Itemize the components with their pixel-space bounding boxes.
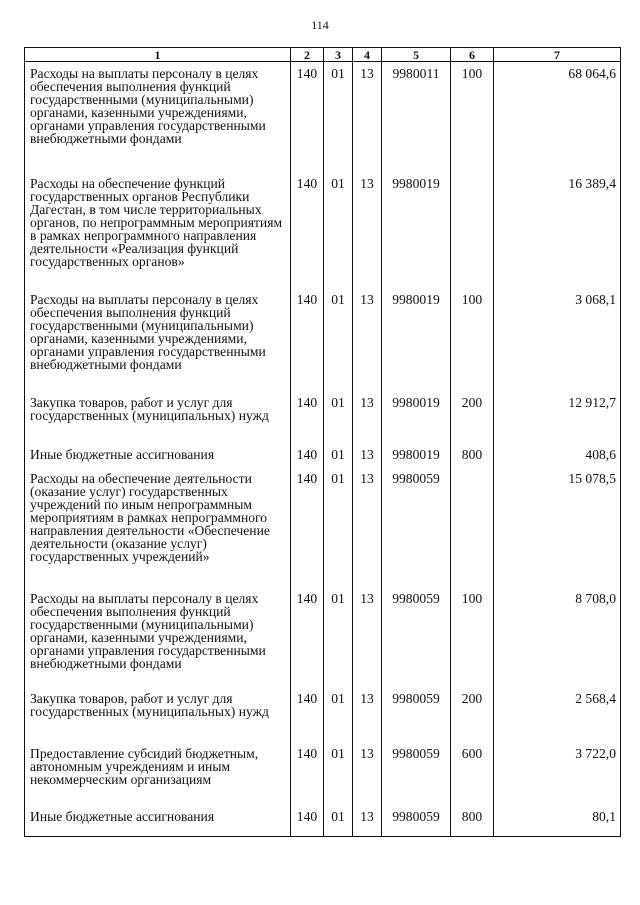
row-code-col5: 9980019 [382, 288, 451, 391]
row-code-col5: 9980019 [382, 172, 451, 288]
row-amount: 8 708,0 [494, 587, 621, 687]
row-code-col4: 13 [353, 587, 382, 687]
row-code-col3: 01 [324, 805, 353, 837]
column-header-2: 2 [291, 48, 324, 62]
budget-table [24, 47, 621, 837]
column-header-7: 7 [494, 48, 621, 62]
row-code-col5: 9980011 [382, 62, 451, 172]
row-name: Иные бюджетные ассигнования [25, 443, 291, 467]
row-code-col4: 13 [353, 805, 382, 837]
row-code-col5: 9980059 [382, 467, 451, 587]
table-row [25, 687, 621, 742]
row-code-col6: 100 [451, 62, 494, 172]
row-code-col4: 13 [353, 443, 382, 467]
row-amount: 80,1 [494, 805, 621, 837]
row-code-col3: 01 [324, 62, 353, 172]
column-header-4: 4 [353, 48, 382, 62]
row-code-col5: 9980019 [382, 443, 451, 467]
row-name: Предоставление субсидий бюджетным, автономным учреждениям и иным некоммерческим организациям [25, 742, 291, 805]
row-code-col6: 100 [451, 587, 494, 687]
row-code-col2: 140 [291, 172, 324, 288]
column-header-5: 5 [382, 48, 451, 62]
row-amount: 12 912,7 [494, 391, 621, 443]
row-code-col6: 600 [451, 742, 494, 805]
row-code-col4: 13 [353, 391, 382, 443]
row-code-col3: 01 [324, 288, 353, 391]
row-code-col2: 140 [291, 467, 324, 587]
table-header-row [25, 48, 621, 62]
row-code-col6 [451, 467, 494, 587]
row-name: Расходы на выплаты персоналу в целях обеспечения выполнения функций государственными (муниципальными) органами, казенными учреждениями, органами управления государственными внебюджетными фондами [25, 587, 291, 687]
row-code-col5: 9980059 [382, 742, 451, 805]
row-code-col4: 13 [353, 467, 382, 587]
row-code-col3: 01 [324, 587, 353, 687]
row-code-col3: 01 [324, 391, 353, 443]
row-code-col6: 800 [451, 443, 494, 467]
table-row [25, 391, 621, 443]
row-code-col4: 13 [353, 288, 382, 391]
table-row [25, 62, 621, 172]
row-amount: 68 064,6 [494, 62, 621, 172]
table-row [25, 443, 621, 467]
row-amount: 16 389,4 [494, 172, 621, 288]
row-code-col4: 13 [353, 62, 382, 172]
row-code-col6: 800 [451, 805, 494, 837]
row-code-col3: 01 [324, 687, 353, 742]
table-row [25, 172, 621, 288]
row-amount: 2 568,4 [494, 687, 621, 742]
row-code-col3: 01 [324, 443, 353, 467]
table-row [25, 742, 621, 805]
row-code-col4: 13 [353, 172, 382, 288]
row-code-col4: 13 [353, 742, 382, 805]
column-header-6: 6 [451, 48, 494, 62]
row-code-col6 [451, 172, 494, 288]
row-code-col2: 140 [291, 742, 324, 805]
row-code-col2: 140 [291, 443, 324, 467]
column-header-1: 1 [25, 48, 291, 62]
row-code-col5: 9980019 [382, 391, 451, 443]
row-code-col6: 200 [451, 391, 494, 443]
table-row [25, 805, 621, 837]
row-name: Расходы на выплаты персоналу в целях обеспечения выполнения функций государственными (муниципальными) органами, казенными учреждениями, органами управления государственными внебюджетными фондами [25, 288, 291, 391]
row-code-col2: 140 [291, 687, 324, 742]
row-code-col3: 01 [324, 742, 353, 805]
row-code-col5: 9980059 [382, 805, 451, 837]
page-number: 114 [311, 18, 329, 32]
table-row [25, 288, 621, 391]
row-name: Закупка товаров, работ и услуг для государственных (муниципальных) нужд [25, 687, 291, 742]
row-code-col3: 01 [324, 467, 353, 587]
row-code-col2: 140 [291, 288, 324, 391]
row-code-col6: 100 [451, 288, 494, 391]
row-code-col6: 200 [451, 687, 494, 742]
row-name: Расходы на выплаты персоналу в целях обеспечения выполнения функций государственными (муниципальными) органами, казенными учреждениями, органами управления государственными внебюджетными фондами [25, 62, 291, 172]
row-code-col2: 140 [291, 62, 324, 172]
row-name: Расходы на обеспечение функций государственных органов Республики Дагестан, в том числе территориальных органов, по непрограммным мероприятиям в рамках непрограммного направления деятельности «Реализация функций государственных органов» [25, 172, 291, 288]
row-name: Иные бюджетные ассигнования [25, 805, 291, 837]
row-amount: 3 722,0 [494, 742, 621, 805]
row-code-col5: 9980059 [382, 687, 451, 742]
row-code-col3: 01 [324, 172, 353, 288]
row-name: Расходы на обеспечение деятельности (оказание услуг) государственных учреждений по иным непрограммным мероприятиям в рамках непрограммного направления деятельности «Обеспечение деятельности (оказание услуг) государственных учреждений» [25, 467, 291, 587]
row-code-col2: 140 [291, 805, 324, 837]
row-amount: 15 078,5 [494, 467, 621, 587]
row-amount: 3 068,1 [494, 288, 621, 391]
row-code-col4: 13 [353, 687, 382, 742]
row-code-col2: 140 [291, 587, 324, 687]
column-header-3: 3 [324, 48, 353, 62]
row-code-col2: 140 [291, 391, 324, 443]
row-name: Закупка товаров, работ и услуг для государственных (муниципальных) нужд [25, 391, 291, 443]
row-amount: 408,6 [494, 443, 621, 467]
row-code-col5: 9980059 [382, 587, 451, 687]
table-row [25, 467, 621, 587]
table-row [25, 587, 621, 687]
